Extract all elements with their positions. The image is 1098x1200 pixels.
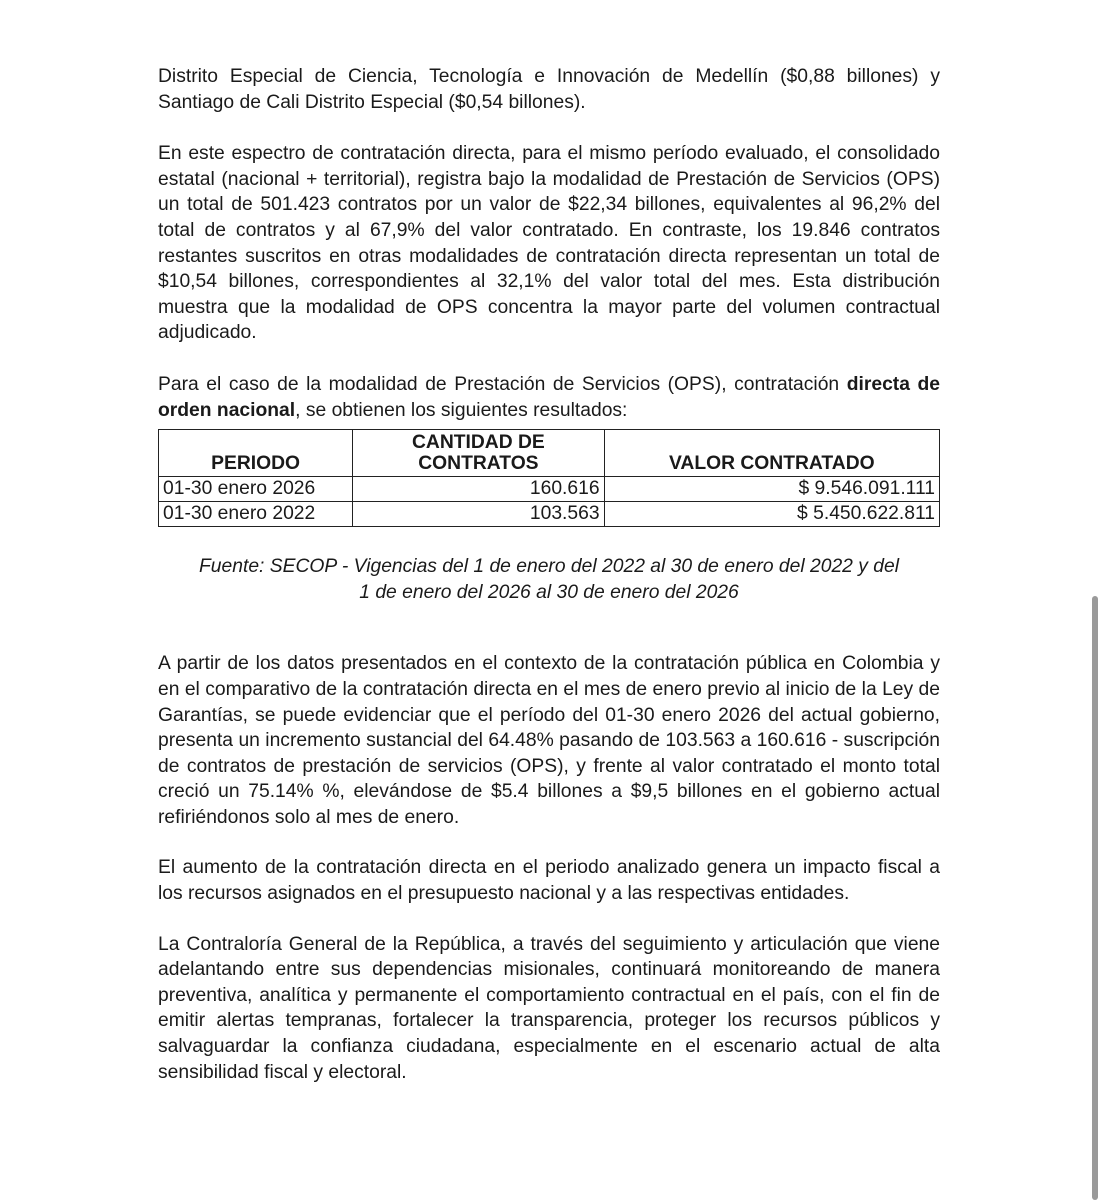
table-source-caption [158, 554, 940, 605]
cell-valor: $ 5.450.622.811 [604, 502, 939, 527]
cell-periodo: 01-30 enero 2022 [159, 502, 353, 527]
table-header-row [159, 430, 940, 477]
table-intro-text: Para el caso de la modalidad de Prestación de Servicios (OPS), contratación [158, 373, 847, 395]
source-line-1: Fuente: SECOP - Vigencias del 1 de enero del 2022 al 30 de enero del 2022 y del [199, 556, 899, 578]
cell-cantidad: 160.616 [353, 477, 604, 502]
paragraph-analysis: A partir de los datos presentados en el contexto de la contratación pública en Colombia y en el comparativo de la contratación directa en el mes de enero previo al inicio de la Ley de Garantías, se puede evidenciar que el período del 01-30 enero 2026 del actual gobierno, presenta un incremento sustancial del 64.48% pasando de 103.563 a 160.616 - suscripción de contratos de prestación de servicios (OPS), y frente al valor contratado el monto total creció un 75.14% %, elevándose de $5.4 billones a $9,5 billones en el gobierno actual refiriéndonos solo al mes de enero. [158, 653, 940, 828]
paragraph-table-intro [158, 372, 940, 423]
paragraph-fiscal-impact: El aumento de la contratación directa en el periodo analizado genera un impacto fiscal a los recursos asignados en el presupuesto nacional y a las respectivas entidades. [158, 857, 940, 905]
vertical-scrollbar[interactable] [1092, 596, 1098, 1200]
table-intro-bold: directa de orden nacional [158, 373, 940, 421]
header-periodo: PERIODO [159, 430, 353, 477]
cell-periodo: 01-30 enero 2026 [159, 477, 353, 502]
header-valor: VALOR CONTRATADO [604, 430, 939, 477]
paragraph-ops-consolidated: En este espectro de contratación directa, para el mismo período evaluado, el consolidado estatal (nacional + territorial), registra bajo la modalidad de Prestación de Servicios (OPS) un total de 501.423 contratos por un valor de $22,34 billones, equivalentes al 96,2% del total de contratos y al 67,9% del valor contratado. En contraste, los 19.846 contratos restantes suscritos en otras modalidades de contratación directa representan un total de $10,54 billones, correspondientes al 32,1% del valor total del mes. Esta distribución muestra que la modalidad de OPS concentra la mayor parte del volumen contractual adjudicado. [158, 143, 940, 344]
table-row [159, 477, 940, 502]
source-line-2: 1 de enero del 2026 al 30 de enero del 2026 [359, 581, 739, 603]
table-row [159, 502, 940, 527]
document-page [158, 64, 940, 1085]
contracts-table [158, 429, 940, 527]
header-cantidad-line2: CONTRATOS [418, 453, 539, 475]
header-cantidad [353, 430, 604, 477]
paragraph-medellin-cali: Distrito Especial de Ciencia, Tecnología e Innovación de Medellín ($0,88 billones) y Santiago de Cali Distrito Especial ($0,54 billones). [158, 66, 940, 113]
header-cantidad-line1: CANTIDAD DE [411, 432, 545, 454]
cell-valor: $ 9.546.091.111 [604, 477, 939, 502]
table-intro-suffix: , se obtienen los siguientes resultados: [295, 399, 628, 421]
cell-cantidad: 103.563 [353, 502, 604, 527]
paragraph-contraloria: La Contraloría General de la República, a través del seguimiento y articulación que viene adelantando entre sus dependencias misionales, continuará monitoreando de manera preventiva, analítica y permanente el comportamiento contractual en el país, con el fin de emitir alertas tempranas, fortalecer la transparencia, proteger los recursos públicos y salvaguardar la confianza ciudadana, especialmente en el escenario actual de alta sensibilidad fiscal y electoral. [158, 933, 940, 1083]
